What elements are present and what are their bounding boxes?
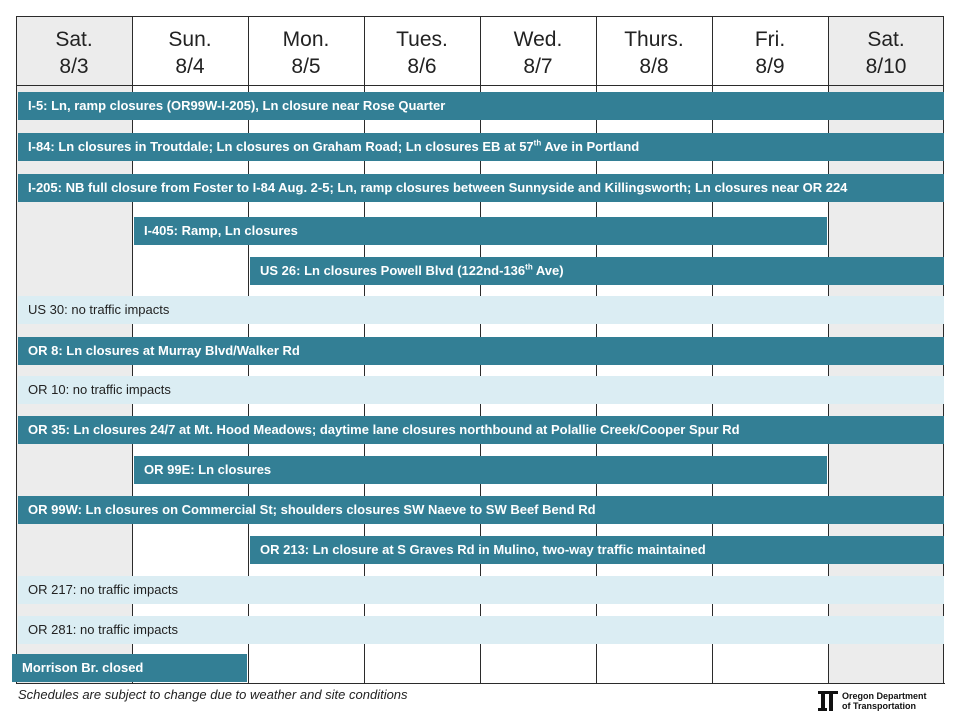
event-bar [250,257,944,285]
event-text: OR 99W: Ln closures on Commercial St; shoulders closures SW Naeve to SW Beef Bend Rd [28,502,596,517]
grid-bottom-border [16,683,945,684]
day-date: 8/9 [755,55,785,78]
day-name: Mon. [282,28,330,51]
day-date: 8/8 [639,55,669,78]
event-text: I-84: Ln closures in Troutdale; Ln closures on Graham Road; Ln closures EB at 57 [28,139,534,154]
day-header [248,16,364,86]
day-header [16,16,132,86]
event-text: OR 35: Ln closures 24/7 at Mt. Hood Meadows; daytime lane closures northbound at Polallie Creek/Cooper Spur Rd [28,422,740,437]
day-date: 8/7 [523,55,553,78]
odot-logo-icon [818,690,838,712]
day-date: 8/10 [865,55,907,78]
day-name: Sat. [55,28,93,51]
event-bar [18,174,944,202]
event-bar [18,296,944,324]
day-date: 8/4 [175,55,205,78]
event-text: OR 213: Ln closure at S Graves Rd in Mulino, two-way traffic maintained [260,542,706,557]
day-name: Wed. [513,28,563,51]
event-bar [18,496,944,524]
event-text-superscript: th [525,262,533,272]
day-date: 8/6 [407,55,437,78]
day-name: Sat. [867,28,905,51]
event-bar [18,376,944,404]
event-text: US 26: Ln closures Powell Blvd (122nd-136 [260,263,526,278]
event-text: OR 10: no traffic impacts [28,382,171,397]
event-text: I-405: Ramp, Ln closures [144,223,298,238]
event-text: US 30: no traffic impacts [28,302,170,317]
event-bar [18,616,944,644]
day-header [828,16,944,86]
event-text: I-205: NB full closure from Foster to I-84 Aug. 2-5; Ln, ramp closures between Sunnyside and Killingsworth; Ln closures near OR 224 [28,180,848,195]
day-date: 8/3 [59,55,89,78]
event-text-superscript: th [533,138,542,148]
event-text-suffix: Ave) [532,263,564,278]
event-text: OR 217: no traffic impacts [28,582,179,597]
day-header [364,16,480,86]
day-header [596,16,712,86]
odot-logo [818,690,948,714]
event-text: Morrison Br. closed [22,660,144,675]
event-text: I-5: Ln, ramp closures (OR99W-I-205), Ln closure near Rose Quarter [28,98,446,113]
odot-logo-text [842,691,927,711]
day-name: Fri. [754,28,786,51]
event-text: OR 99E: Ln closures [144,462,272,477]
event-text: OR 8: Ln closures at Murray Blvd/Walker Rd [28,343,300,358]
event-bar [134,217,827,245]
day-name: Thurs. [624,28,684,51]
event-bar [18,133,944,161]
day-date: 8/5 [291,55,321,78]
footnote: Schedules are subject to change due to weather and site conditions [18,687,408,702]
event-bar [18,576,944,604]
event-bar [18,416,944,444]
event-bar [250,536,944,564]
event-bar [134,456,827,484]
event-text-suffix: Ave in Portland [541,139,640,154]
day-header [480,16,596,86]
day-header [712,16,828,86]
day-name: Sun. [168,28,212,51]
logo-line-2: of Transportation [842,701,916,711]
event-bar [18,92,944,120]
day-name: Tues. [396,28,448,51]
day-header [132,16,248,86]
event-text: OR 281: no traffic impacts [28,622,179,637]
event-bar [18,337,944,365]
logo-line-1: Oregon Department [842,691,927,701]
event-bar [12,654,247,682]
